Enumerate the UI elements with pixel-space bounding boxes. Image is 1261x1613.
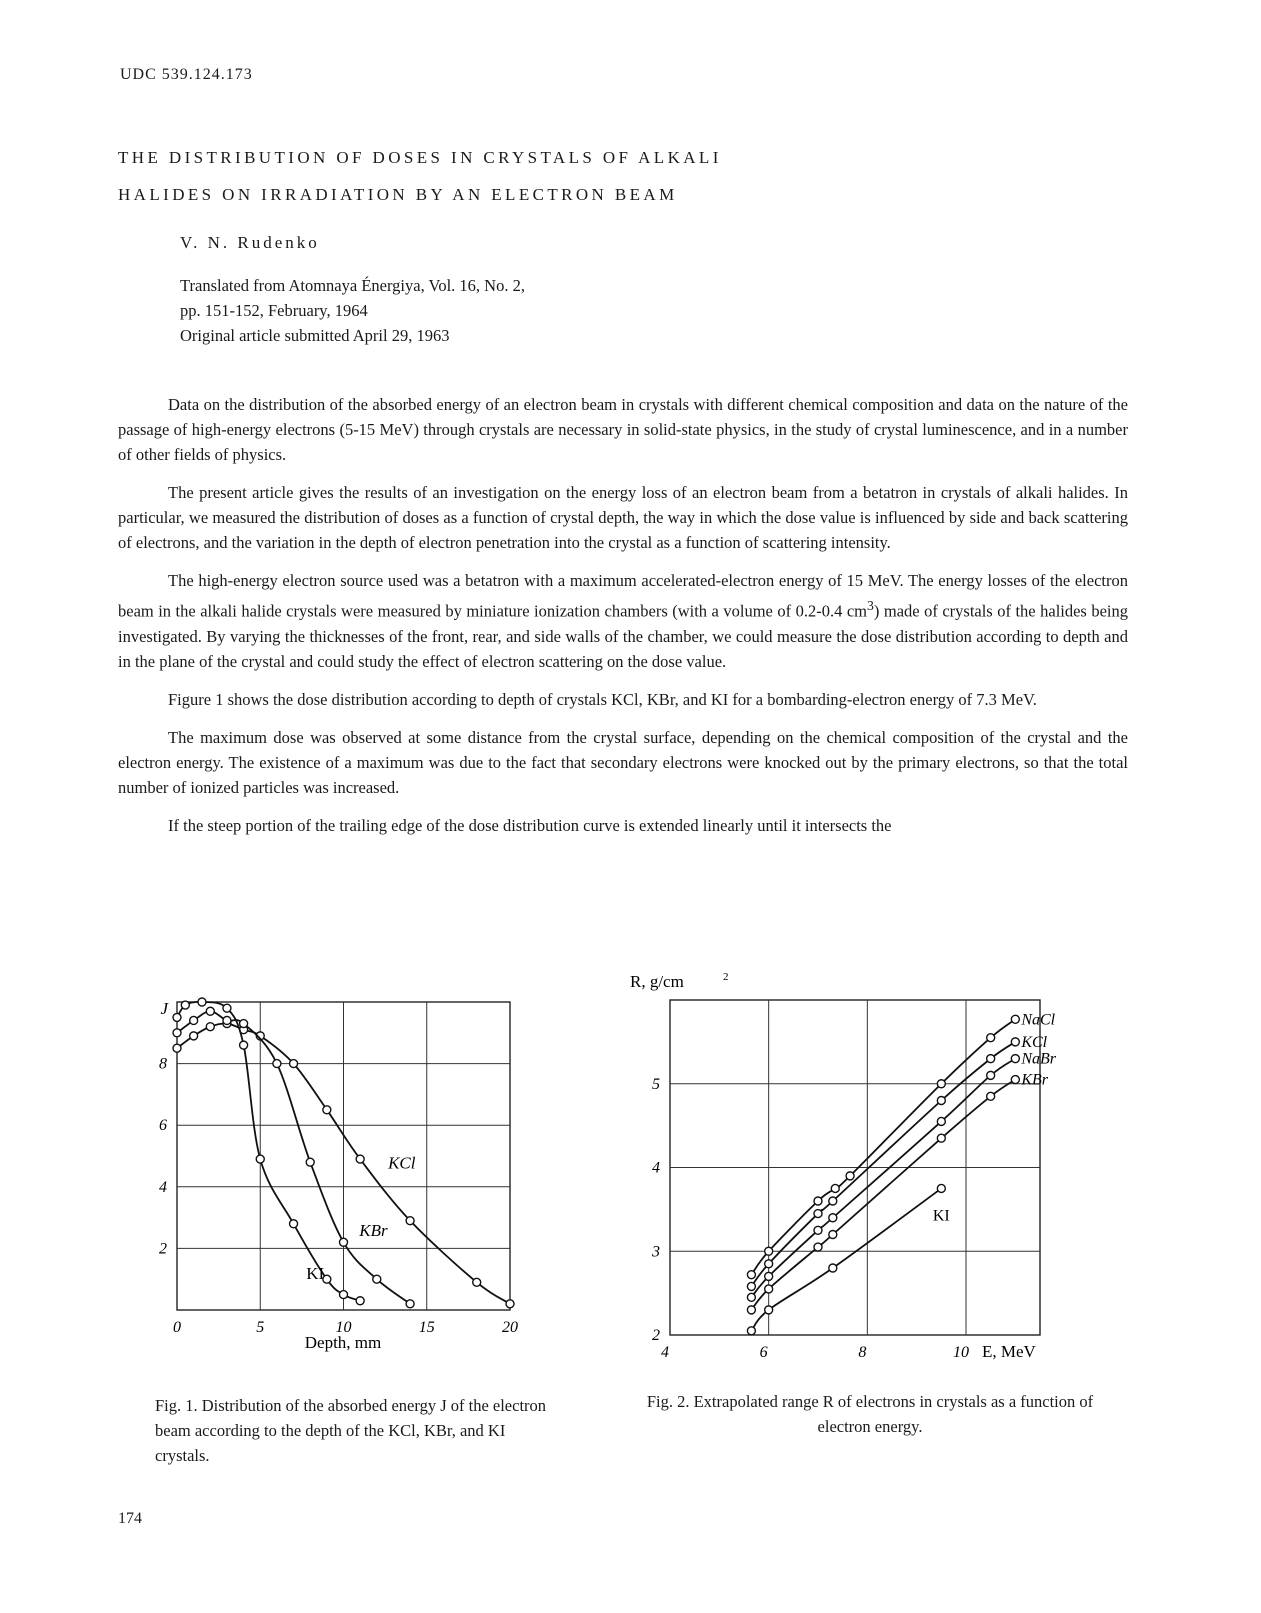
y-axis-label-superscript: 2 (723, 971, 729, 983)
data-point-KCl (814, 1210, 822, 1218)
data-point-KI (240, 1041, 248, 1049)
article-body (118, 392, 1128, 851)
data-point-NaBr (987, 1071, 995, 1079)
paragraph-1: Data on the distribution of the absorbed energy of an electron beam in crystals with different chemical composition and data on the nature of the passage of high-energy electrons (5-15 MeV) through crystals are necessary in solid-state physics, in the study of crystal luminescence, and in a number of other fields of physics. (118, 395, 1128, 464)
data-point-KI (290, 1220, 298, 1228)
data-point-NaBr (829, 1214, 837, 1222)
x-tick-label: 4 (661, 1344, 669, 1360)
y-tick-label: 6 (159, 1117, 167, 1135)
x-tick-label: 10 (335, 1319, 352, 1336)
data-point-KBr (373, 1275, 381, 1283)
series-label-KBr: KBr (1021, 1071, 1049, 1089)
data-point-KBr (937, 1134, 945, 1142)
paragraph-2: The present article gives the results of an investigation on the energy loss of an electron beam from a betatron in crystals of alkali halides. In particular, we measured the distribution of doses as a function of crystal depth, the way in which the dose value is influenced by side and back scattering of electrons, and the variation in the depth of electron penetration into the crystal as a function of scattering intensity. (118, 483, 1128, 552)
data-point-KBr (406, 1300, 414, 1308)
data-point-KCl (937, 1097, 945, 1105)
series-line-KI (751, 1188, 941, 1330)
series-label-KCl: KCl (1021, 1033, 1048, 1051)
data-point-KCl (356, 1155, 364, 1163)
data-point-NaBr (765, 1272, 773, 1280)
paragraph-3-part2: ) made of crystals of the halides being investigated. By varying the thicknesses of the front, rear, and side walls of the chamber, we could measure the dose distribution according to depth and in the plane of the crystal and could study the effect of electron scattering on the dose value. (118, 601, 1129, 671)
x-tick-label: 6 (759, 1344, 768, 1360)
data-point-KI (765, 1306, 773, 1314)
data-point-KCl (829, 1197, 837, 1205)
data-point-KCl (206, 1023, 214, 1031)
data-point-NaCl (831, 1184, 839, 1192)
data-point-KBr (829, 1231, 837, 1239)
translation-line2: pp. 151-152, February, 1964 (180, 301, 368, 320)
paragraph-6: If the steep portion of the trailing edge of the dose distribution curve is extended linearly until it intersects the (168, 815, 892, 835)
data-point-NaBr (814, 1226, 822, 1234)
data-point-KI (356, 1297, 364, 1305)
data-point-KBr (240, 1020, 248, 1028)
series-line-NaBr (751, 1059, 1015, 1298)
x-tick-label: 15 (418, 1319, 435, 1336)
figure-1-caption: Fig. 1. Distribution of the absorbed energy J of the electron beam according to the depth of the KCl, KBr, and KI crystals. (155, 1396, 547, 1465)
data-point-KCl (173, 1044, 181, 1052)
paragraph-5: The maximum dose was observed at some distance from the crystal surface, depending on the chemical composition of the crystal and the electron energy. The existence of a maximum was due to the fact that secondary electrons were knocked out by the primary electrons, so that the total number of ionized particles was increased. (118, 727, 1128, 797)
x-axis-label: E, MeV (982, 1342, 1036, 1360)
figure-1-dose-chart (140, 990, 540, 1370)
series-line-KI (177, 1002, 360, 1301)
y-axis-label: R, g/cm (630, 972, 684, 991)
data-point-KBr (273, 1060, 281, 1068)
data-point-NaCl (937, 1080, 945, 1088)
data-point-KBr (987, 1092, 995, 1100)
series-label-KCl: KCl (388, 1153, 416, 1173)
paragraph-3 (118, 568, 1128, 674)
series-label-NaBr: NaBr (1021, 1050, 1057, 1068)
data-point-KCl (473, 1278, 481, 1286)
y-tick-label: 4 (652, 1159, 660, 1177)
data-point-KBr (814, 1243, 822, 1251)
translation-note (180, 273, 525, 348)
page-number: 174 (118, 1510, 142, 1527)
data-point-KBr (340, 1238, 348, 1246)
data-point-NaBr (1011, 1055, 1019, 1063)
data-point-NaCl (1011, 1015, 1019, 1023)
series-line-KBr (177, 1011, 410, 1304)
data-point-KCl (406, 1217, 414, 1225)
data-point-NaBr (937, 1117, 945, 1125)
x-tick-label: 8 (858, 1344, 867, 1360)
data-point-KCl (323, 1106, 331, 1114)
superscript-3: 3 (867, 598, 874, 613)
data-point-KBr (190, 1016, 198, 1024)
data-point-KI (256, 1155, 264, 1163)
data-point-NaCl (765, 1247, 773, 1255)
data-point-KI (173, 1013, 181, 1021)
data-point-NaCl (814, 1197, 822, 1205)
article-title-line2: HALIDES ON IRRADIATION BY AN ELECTRON BEAM (118, 185, 678, 204)
x-axis-label: Depth, mm (304, 1333, 382, 1352)
series-label-KI: KI (306, 1264, 325, 1284)
data-point-KI (181, 1001, 189, 1009)
data-point-NaCl (987, 1034, 995, 1042)
data-point-NaCl (747, 1271, 755, 1279)
translation-line1: Translated from Atomnaya Énergiya, Vol. 16, No. 2, (180, 276, 525, 295)
x-tick-label: 20 (502, 1319, 518, 1336)
data-point-NaBr (747, 1293, 755, 1301)
data-point-KI (223, 1004, 231, 1012)
y-axis-label: J (160, 999, 168, 1018)
y-tick-label: 8 (159, 1055, 167, 1073)
series-label-KBr: KBr (359, 1221, 388, 1241)
data-point-KBr (747, 1306, 755, 1314)
y-tick-label: 5 (652, 1075, 660, 1093)
series-line-KCl (751, 1042, 1015, 1287)
y-tick-label: 4 (159, 1178, 167, 1196)
data-point-KCl (765, 1260, 773, 1268)
y-tick-label: 2 (652, 1327, 660, 1344)
data-point-KI (340, 1291, 348, 1299)
series-label-KI: KI (932, 1207, 950, 1225)
figure-2-caption: Fig. 2. Extrapolated range R of electrons in crystals as a function of electron energy. (646, 1392, 1094, 1436)
data-point-KI (937, 1184, 945, 1192)
data-point-KBr (765, 1285, 773, 1293)
data-point-KI (747, 1327, 755, 1335)
data-point-KBr (206, 1007, 214, 1015)
x-tick-label: 0 (173, 1319, 181, 1336)
data-point-KI (198, 998, 206, 1006)
data-point-KCl (1011, 1038, 1019, 1046)
x-tick-label: 10 (953, 1344, 969, 1360)
series-line-KBr (751, 1080, 1015, 1310)
data-point-KCl (290, 1060, 298, 1068)
series-label-NaCl: NaCl (1021, 1011, 1056, 1029)
figure-2-range-chart (610, 960, 1080, 1360)
data-point-KI (829, 1264, 837, 1272)
paragraph-4: Figure 1 shows the dose distribution according to depth of crystals KCl, KBr, and KI for a bombarding-electron energy of 7.3 MeV. (168, 689, 1037, 709)
x-tick-label: 5 (256, 1319, 265, 1336)
author: V. N. Rudenko (180, 233, 320, 252)
y-tick-label: 3 (652, 1243, 660, 1261)
series-line-NaCl (751, 1019, 1015, 1274)
data-point-KBr (223, 1016, 231, 1024)
data-point-KBr (173, 1029, 181, 1037)
submitted-date: Original article submitted April 29, 1963 (180, 326, 450, 345)
article-title-line1: THE DISTRIBUTION OF DOSES IN CRYSTALS OF ALKALI (118, 148, 722, 167)
data-point-KBr (1011, 1076, 1019, 1084)
data-point-KCl (190, 1032, 198, 1040)
data-point-KCl (747, 1282, 755, 1290)
y-tick-label: 2 (159, 1240, 167, 1258)
data-point-KBr (306, 1158, 314, 1166)
data-point-KCl (506, 1300, 514, 1308)
paragraph-3-part1: The high-energy electron source used was a betatron with a maximum accelerated-electron energy of 15 MeV. The energy losses of the electron beam in the alkali halide crystals were measured by miniature ionization chambers (with a volume of 0.2-0.4 cm (118, 571, 1128, 621)
data-point-NaCl (846, 1172, 854, 1180)
data-point-KCl (987, 1055, 995, 1063)
udc-code: UDC 539.124.173 (120, 66, 253, 83)
